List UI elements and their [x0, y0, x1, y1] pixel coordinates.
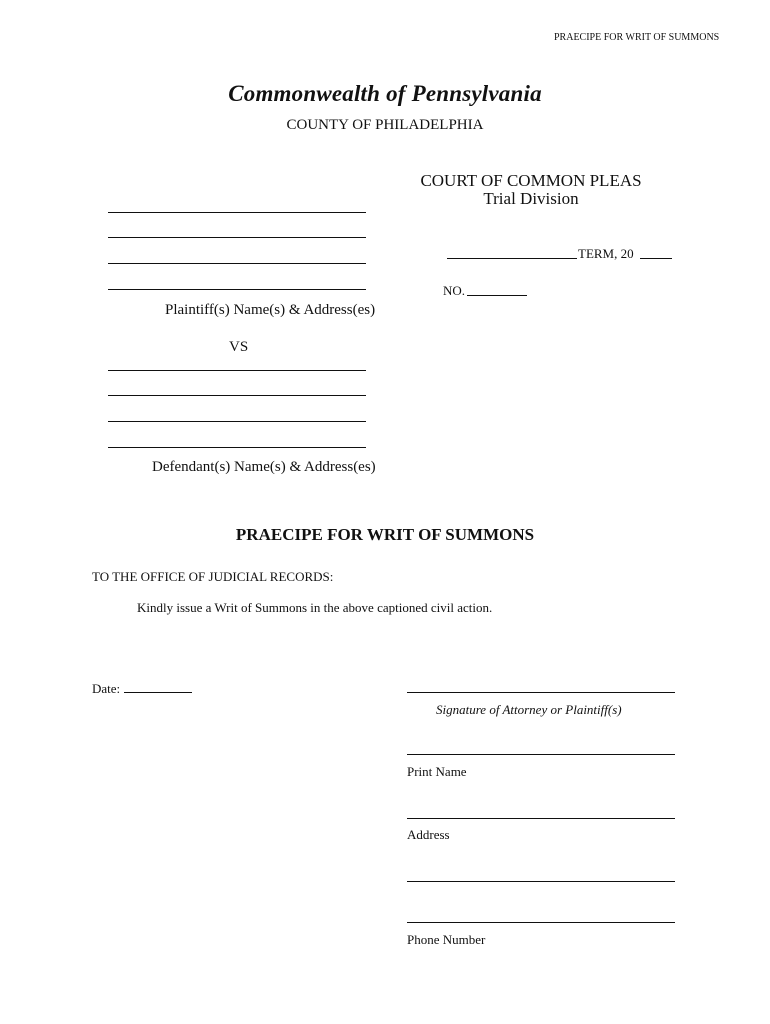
case-number-blank-line[interactable] [467, 295, 527, 296]
address-line[interactable] [407, 818, 675, 819]
defendant-line[interactable] [108, 447, 366, 448]
address-line-2[interactable] [407, 881, 675, 882]
plaintiff-label: Plaintiff(s) Name(s) & Address(es) [165, 302, 376, 318]
county-heading: COUNTY OF PHILADELPHIA [286, 117, 484, 133]
print-name-label: Print Name [407, 764, 467, 779]
date-label: Date: [92, 681, 121, 696]
signature-line[interactable] [407, 692, 675, 693]
phone-number-label: Phone Number [407, 932, 486, 947]
signature-label: Signature of Attorney or Plaintiff(s) [436, 702, 622, 717]
term-label: TERM, 20 [578, 246, 634, 261]
date-blank-line[interactable] [124, 692, 192, 693]
request-text: Kindly issue a Writ of Summons in the above captioned civil action. [137, 600, 493, 615]
document-title: PRAECIPE FOR WRIT OF SUMMONS [235, 525, 535, 544]
term-blank-line[interactable] [447, 258, 577, 259]
addressee-line: TO THE OFFICE OF JUDICIAL RECORDS: [92, 569, 334, 584]
term-year-blank-line[interactable] [640, 258, 672, 259]
defendant-line[interactable] [108, 421, 366, 422]
plaintiff-line[interactable] [108, 289, 366, 290]
defendant-line[interactable] [108, 370, 366, 371]
print-name-line[interactable] [407, 754, 675, 755]
plaintiff-line[interactable] [108, 237, 366, 238]
case-number-label: NO. [443, 283, 466, 298]
defendant-line[interactable] [108, 395, 366, 396]
defendant-label: Defendant(s) Name(s) & Address(es) [152, 459, 376, 475]
plaintiff-line[interactable] [108, 212, 366, 213]
address-label: Address [407, 827, 450, 842]
phone-line[interactable] [407, 922, 675, 923]
court-name: COURT OF COMMON PLEAS [420, 171, 642, 190]
header-form-title: PRAECIPE FOR WRIT OF SUMMONS [554, 32, 720, 43]
plaintiff-line[interactable] [108, 263, 366, 264]
versus-label: VS [229, 339, 249, 355]
commonwealth-heading: Commonwealth of Pennsylvania [228, 81, 542, 106]
court-division: Trial Division [483, 189, 579, 208]
